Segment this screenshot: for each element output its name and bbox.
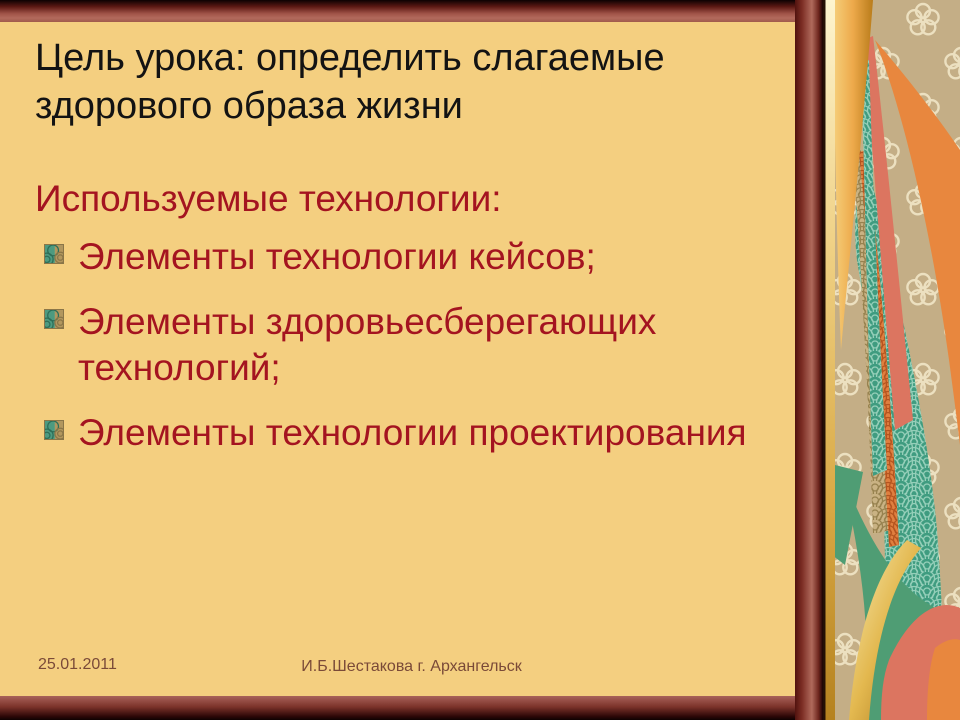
list-item <box>44 234 774 280</box>
bullet-list <box>44 234 774 475</box>
list-item <box>44 410 774 456</box>
frame-top-border <box>0 0 823 22</box>
slide-author-credit: И.Б.Шестакова г. Архангельск <box>301 658 522 675</box>
panel-divider-line <box>823 0 826 720</box>
bullet-item-text: Элементы технологии проектирования <box>78 412 747 453</box>
list-item <box>44 299 774 391</box>
bullet-item-text: Элементы технологии кейсов; <box>78 236 596 277</box>
frame-bottom-border <box>0 696 823 720</box>
ornament-square-bullet-icon <box>44 420 64 440</box>
slide-date: 25.01.2011 <box>38 656 117 673</box>
kimono-pattern-decoration <box>823 0 960 720</box>
frame-right-border <box>795 0 823 720</box>
slide-subtitle: Используемые технологии: <box>35 178 502 219</box>
ornament-square-bullet-icon <box>44 244 64 264</box>
slide-title: Цель урока: определить слагаемые здорового образа жизни <box>35 37 665 127</box>
ornament-square-bullet-icon <box>44 309 64 329</box>
bullet-item-text: Элементы здоровьесберегающих технологий; <box>78 301 657 388</box>
